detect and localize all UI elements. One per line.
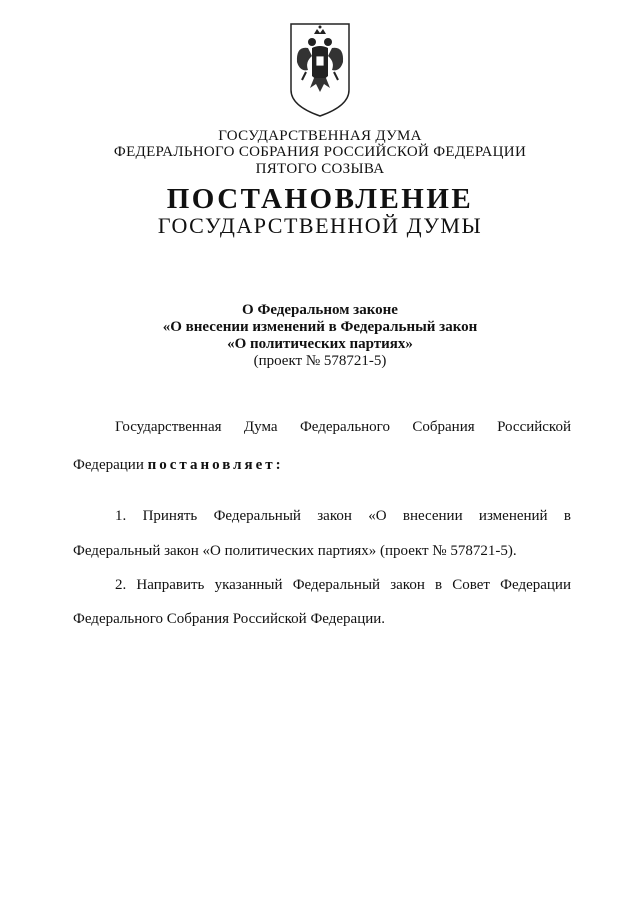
item1-line2: Федеральный закон «О политических партиях» (проект № 578721-5). [73,543,517,559]
subject-line3: «О политических партиях» [227,336,413,352]
resolves-word: постановляет: [147,457,284,473]
item1-line1: 1. Принять Федеральный закон «О внесении изменений в [115,508,571,524]
subject-line2: «О внесении изменений в Федеральный закон [162,319,478,335]
org-name-line2: ФЕДЕРАЛЬНОГО СОБРАНИЯ РОССИЙСКОЙ ФЕДЕРАЦИИ [113,144,527,160]
item2-line2: Федерального Собрания Российской Федерации. [73,611,386,627]
document-issuer-title: ГОСУДАРСТВЕННОЙ ДУМЫ [157,213,483,238]
draft-number: (проект № 578721-5) [253,353,387,369]
org-name-line1: ГОСУДАРСТВЕННАЯ ДУМА [218,128,422,144]
convocation-line: ПЯТОГО СОЗЫВА [255,161,385,177]
preamble-line1: Государственная Дума Федерального Собрания Российской [115,419,571,435]
document-type-title: ПОСТАНОВЛЕНИЕ [166,183,474,215]
preamble-line2 [73,456,571,474]
subject-line1: О Федеральном законе [242,302,398,318]
item2-line1: 2. Направить указанный Федеральный закон в Совет Федерации [115,577,571,593]
preamble-line2-start: Федерации [73,457,144,473]
coat-of-arms-icon [288,22,352,118]
